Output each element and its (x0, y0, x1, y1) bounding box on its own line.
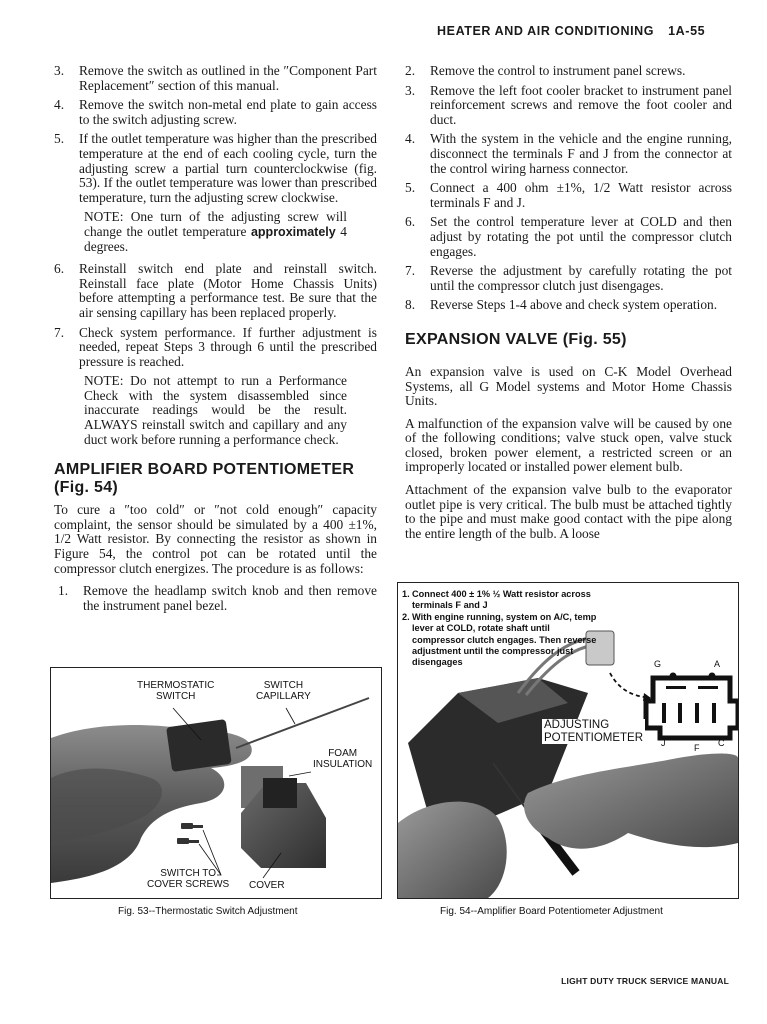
note-text: NOTE: One turn of the adjusting screw will change the outlet temperature (84, 209, 347, 239)
page-number: 1A-55 (668, 24, 706, 38)
step-number: 2. (405, 63, 416, 78)
note-emphasis: approximately (250, 224, 336, 239)
paragraph: A malfunction of the expansion valve will be caused by one of the following conditions; valve stuck open, valve stuck closed, broken power element, a restricted screen or an improperly located or installed power element bulb. (405, 415, 732, 475)
step-item (54, 132, 377, 205)
step-list-b (54, 262, 377, 369)
step-number: 7. (54, 324, 65, 340)
thermostatic-switch-shape (166, 719, 232, 772)
step-number: 4. (54, 97, 65, 113)
step-item (405, 84, 732, 128)
step-number: 8. (405, 297, 416, 313)
left-column (54, 64, 377, 618)
section-heading-amplifier-board: AMPLIFIER BOARD POTENTIOMETER (Fig. 54) (54, 461, 355, 497)
step-text: Check system performance. If further adjustment is needed, repeat Steps 3 through 6 until the prescribed pressure is reached. (79, 324, 377, 369)
step-item (405, 298, 732, 313)
step-number: 5. (405, 180, 416, 196)
connector-pinout-diagram (646, 673, 738, 739)
step-number: 3. (54, 63, 65, 78)
note-text: 4 degrees. (84, 223, 347, 254)
step-item (405, 264, 732, 293)
figure-53-caption: Fig. 53--Thermostatic Switch Adjustment (118, 906, 298, 917)
step-number: 4. (405, 131, 416, 147)
running-head (437, 24, 705, 38)
step-text: Reinstall switch end plate and reinstall switch. Reinstall face plate (Motor Home Chassis Units) before attempting a performance test. Be sure that the air sensing capillary has been replaced properly. (79, 261, 377, 320)
pin-label-g: G (654, 659, 662, 669)
step-text: Remove the headlamp switch knob and then remove the instrument panel bezel. (83, 583, 377, 613)
figure-53-illustration (51, 668, 381, 898)
intro-paragraph: To cure a ″too cold″ or ″not cold enough″ capacity complaint, the sensor should be simulated by a 400 ±1%, 1/2 Watt resistor. By connecting the resistor as shown in Figure 54, the control pot can be rotated until the compressor clutch energizes. The procedure is as follows: (54, 502, 377, 576)
label-foam-insulation: FOAM INSULATION (313, 748, 373, 770)
label-switch-capillary: SWITCH CAPILLARY (256, 680, 311, 702)
section-heading-expansion-valve: EXPANSION VALVE (Fig. 55) (405, 330, 627, 348)
step-number: 6. (54, 261, 65, 277)
step-text: Reverse Steps 1-4 above and check system operation. (430, 297, 718, 313)
step-text: Remove the control to instrument panel screws. (430, 63, 686, 78)
step-number: 7. (405, 263, 416, 279)
step-number: 3. (405, 82, 416, 98)
note-adjusting-screw (84, 210, 347, 254)
instruction-text: Connect 400 ± 1% ½ Watt resistor across terminals F and J (412, 589, 591, 611)
section-title: HEATER AND AIR CONDITIONING (437, 24, 655, 38)
screws-shape (177, 823, 203, 844)
paragraph: Attachment of the expansion valve bulb to the evaporator outlet pipe is very critical. The bulb must be attached tightly to the pipe and must make good contact with the pipe along the entire length of the bulb. A loose (405, 482, 732, 541)
step-item (54, 262, 377, 320)
step-number: 6. (405, 214, 416, 230)
paragraph: An expansion valve is used on C-K Model Overhead Systems, all G Model systems and Motor Home Chassis Units. (405, 363, 732, 409)
instruction-number: 2. (402, 611, 410, 622)
step-text: Connect a 400 ohm ±1%, 1/2 Watt resistor across terminals F and J. (430, 180, 732, 210)
step-text: Set the control temperature lever at COLD and then adjust by rotating the pot until the compressor clutch engages. (430, 214, 732, 259)
note-performance-check: NOTE: Do not attempt to run a Performance Check with the system disassembled since inaccurate readings would be the result. ALWAYS reinstall switch and capillary and any duct work before running a performance check. (84, 373, 347, 447)
hand-shape (398, 802, 507, 898)
pin-label-a: A (714, 659, 721, 669)
step-text: Remove the left foot cooler bracket to instrument panel reinforcement screws and remove the foot cooler and duct. (430, 82, 732, 127)
step-item (54, 326, 377, 370)
label-switch-to-cover-screws: SWITCH TO COVER SCREWS (147, 868, 230, 890)
instruction-text: With engine running, system on A/C, temp lever at COLD, rotate shaft until compressor clutch engages. Then reverse adjustment until the compressor just disengages (412, 611, 597, 668)
step-item (405, 215, 732, 259)
step-item (405, 181, 732, 210)
switch-capillary-shape (236, 698, 369, 748)
label-cover: COVER (249, 880, 285, 891)
step-item (405, 132, 732, 176)
step-number: 5. (54, 131, 65, 147)
pin-label-j: J (661, 738, 666, 748)
figure-53-thermostatic-switch (50, 667, 382, 899)
pin-label-f: F (694, 743, 700, 753)
step-text: If the outlet temperature was higher than the prescribed temperature at the end of each cooling cycle, turn the adjusting screw a partial turn counterclockwise (fig. 53). If the outlet temperature was lower than prescribed temperature, turn the adjusting screw clockwise. (79, 131, 377, 205)
step-list-potentiometer (405, 64, 732, 313)
instruction-item (402, 589, 602, 612)
pin-label-c: C (718, 738, 725, 748)
step-text: With the system in the vehicle and the engine running, disconnect the terminals F and J from the connector at the control wiring harness connector. (430, 131, 732, 176)
figure-54-potentiometer (397, 582, 739, 899)
label-thermostatic-switch: THERMOSTATIC SWITCH (137, 680, 215, 702)
step-text: Remove the switch as outlined in the ″Component Part Replacement″ section of this manual. (79, 63, 377, 93)
right-column (405, 64, 732, 549)
step-item (58, 584, 377, 613)
page-footer: LIGHT DUTY TRUCK SERVICE MANUAL (561, 976, 729, 986)
figure-54-caption: Fig. 54--Amplifier Board Potentiometer Adjustment (440, 906, 663, 917)
step-text: Remove the switch non-metal end plate to gain access to the switch adjusting screw. (79, 97, 377, 127)
label-adjusting-potentiometer: ADJUSTING POTENTIOMETER (544, 719, 644, 744)
step-item (54, 64, 377, 93)
step-item (54, 98, 377, 127)
step-number: 1. (58, 583, 69, 599)
instruction-number: 1. (402, 589, 410, 599)
step-text: Reverse the adjustment by carefully rotating the pot until the compressor clutch just disengages. (430, 263, 732, 293)
instruction-item (402, 612, 602, 669)
step-item (405, 64, 732, 79)
step-list-a (54, 64, 377, 205)
figure-54-instructions (402, 589, 602, 669)
